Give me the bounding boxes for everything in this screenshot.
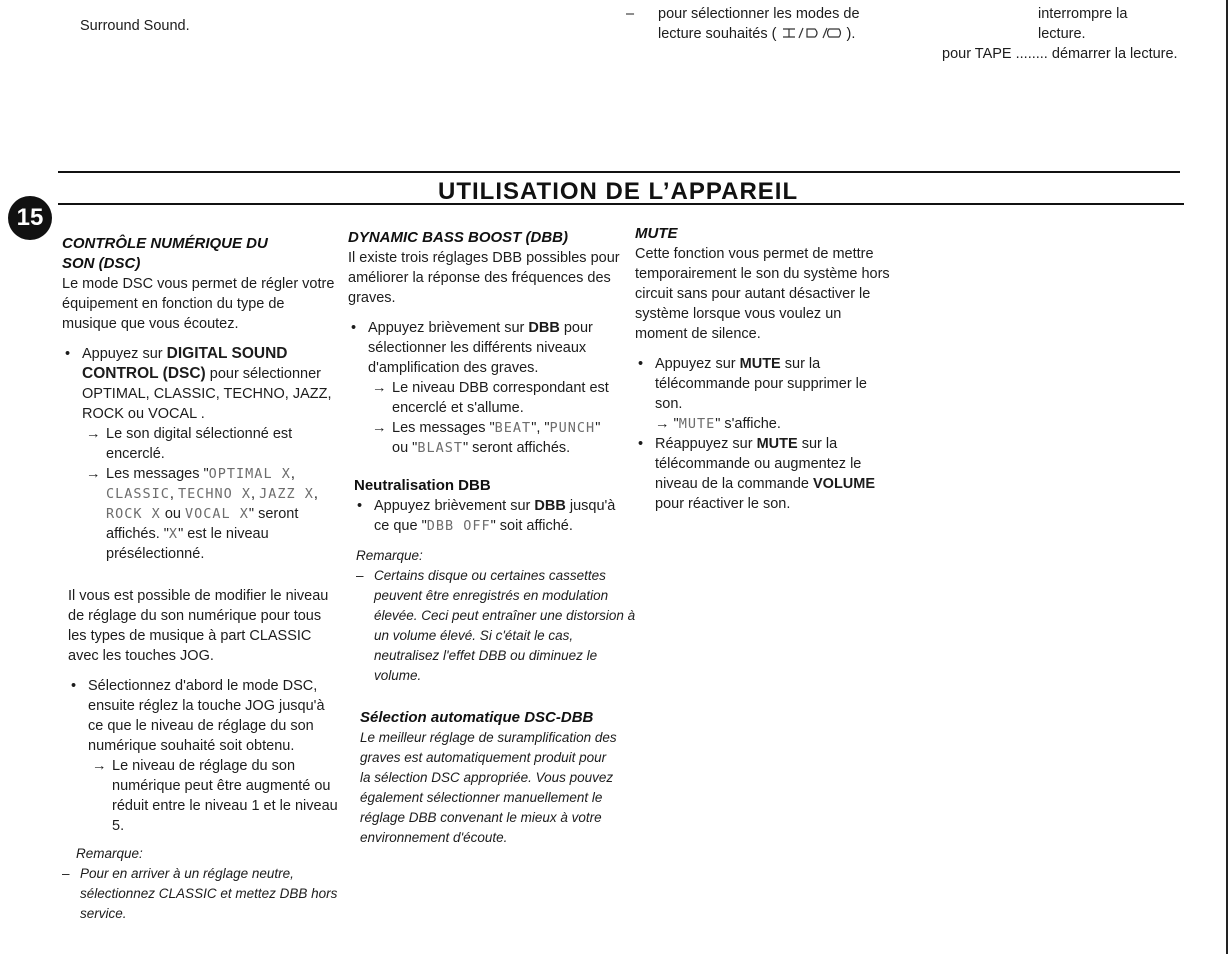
mid-line-2: lecture souhaités ( ).	[658, 26, 856, 42]
page-number-badge	[8, 196, 52, 240]
remark-label: Remarque:	[356, 548, 423, 563]
result-line: → Les messages "BEAT", "PUNCH" ou "BLAST" seront affichés.	[372, 420, 601, 456]
subheading-neutralisation: Neutralisation DBB	[354, 477, 491, 494]
arrow-right-icon: →	[372, 420, 387, 436]
lcd-punch: PUNCH	[549, 420, 596, 436]
page-number: 15	[16, 204, 44, 231]
right-line-1: interrompre la	[1038, 6, 1128, 22]
dbb-key-2: DBB	[534, 498, 566, 514]
dsc-key: DIGITAL SOUND CONTROL (DSC)	[82, 345, 288, 382]
surround-sound-text: Surround Sound.	[80, 18, 190, 34]
auto-para: Le meilleur réglage de suramplification des graves est automatiquement produit pour la sélection DSC appropriée. Vous pouvez également sélectionner manuellement le réglage DBB convenant le mieux à votre environnement d'écoute.	[360, 730, 617, 845]
section-heading-dbb: DYNAMIC BASS BOOST (DBB)	[348, 229, 568, 246]
dbb-off-steps	[354, 496, 620, 536]
dbb-key: DBB	[528, 320, 560, 336]
subheading-auto: Sélection automatique DSC-DBB	[360, 709, 594, 726]
arrow-right-icon: →	[92, 758, 107, 774]
lcd-blast: BLAST	[417, 440, 463, 456]
volume-key: VOLUME	[813, 476, 876, 492]
mute-key-2: MUTE	[756, 436, 798, 452]
result-line: → Le son digital sélectionné est encerclé.	[86, 426, 293, 462]
list-item: • Réappuyez sur MUTE sur la télécommande ou augmentez le niveau de la commande VOLUME pour réactiver le son.	[635, 434, 897, 514]
mid-line-1: pour sélectionner les modes de	[658, 6, 860, 22]
dbb-intro: Il existe trois réglages DBB possibles pour améliorer la réponse des fréquences des graves.	[348, 250, 620, 306]
arrow-right-icon: →	[655, 416, 670, 432]
list-item: • Appuyez brièvement sur DBB pour sélectionner les différents niveaux d'amplification des graves. → Le niveau DBB correspondant est encerclé et s'allume. → Les messages "BEAT", "PUNCH" ou "BLAST" seront affichés.	[348, 318, 620, 458]
result-line: → Le niveau de réglage du son numérique peut être augmenté ou réduit entre le niveau 1 et le niveau 5.	[92, 758, 338, 834]
remark-dsc: – Pour en arriver à un réglage neutre, sélectionnez CLASSIC et mettez DBB hors service.	[62, 866, 338, 921]
list-item: • Appuyez sur DIGITAL SOUND CONTROL (DSC) pour sélectionner OPTIMAL, CLASSIC, TECHNO, JAZZ, ROCK ou VOCAL . → Le son digital sélectionné est encerclé. → Les messages "OPTIMAL X, CLASSIC, TECHNO X, JAZZ X, ROCK X ou VOCAL X" seront affichés. "X" est le niveau présélectionné.	[62, 344, 338, 564]
header-rule-top	[58, 171, 1180, 173]
dsc-para-2: Il vous est possible de modifier le niveau de réglage du son numérique pour tous les types de musique à part CLASSIC avec les touches JOG.	[68, 588, 329, 664]
lcd-optimal: OPTIMAL X	[208, 466, 291, 482]
repeat-mode-icon	[781, 26, 847, 42]
column-dbb	[348, 228, 636, 848]
lcd-mute: MUTE	[678, 416, 716, 432]
top-left-fragment	[80, 16, 190, 36]
right-line-3: pour TAPE ........ démarrer la lecture.	[942, 46, 1178, 62]
lcd-rock: ROCK X	[106, 506, 161, 522]
arrow-right-icon: →	[86, 426, 101, 442]
lcd-jazz: JAZZ X	[259, 486, 314, 502]
mute-key: MUTE	[739, 356, 781, 372]
dsc-intro: Le mode DSC vous permet de régler votre équipement en fonction du type de musique que vous écoutez.	[62, 276, 335, 332]
top-right-fragment	[942, 4, 1192, 64]
dash: –	[626, 6, 635, 22]
section-heading-dsc: CONTRÔLE NUMÉRIQUE DU SON (DSC)	[62, 235, 268, 272]
list-item: • Sélectionnez d'abord le mode DSC, ensuite réglez la touche JOG jusqu'à ce que le niveau de réglage du son numérique souhaité soit obtenu. → Le niveau de réglage du son numérique peut être augmenté ou réduit entre le niveau 1 et le niveau 5.	[68, 676, 338, 836]
column-mute	[635, 224, 897, 514]
lcd-classic: CLASSIC	[106, 486, 170, 502]
top-middle-fragment	[626, 4, 926, 44]
dbb-steps	[348, 318, 620, 458]
arrow-right-icon: →	[372, 380, 387, 396]
arrow-right-icon: →	[86, 466, 101, 482]
list-item: • Appuyez brièvement sur DBB jusqu'à ce que "DBB OFF" soit affiché.	[354, 496, 620, 536]
lcd-dbb-off: DBB OFF	[426, 518, 491, 534]
list-item: • Appuyez sur MUTE sur la télécommande pour supprimer le son. → "MUTE" s'affiche.	[635, 354, 897, 434]
remark-dbb: – Certains disque ou certaines cassettes peuvent être enregistrés en modulation élevée. Ceci peut entraîner une distorsion à un volume élevé. Si c'était le cas, neutralisez l'effet DBB ou diminuez le volume.	[356, 568, 636, 683]
column-dsc	[62, 234, 338, 924]
mute-steps	[635, 354, 897, 514]
right-line-2: lecture.	[1038, 26, 1086, 42]
result-line: → "MUTE" s'affiche.	[655, 416, 781, 432]
result-line: → Le niveau DBB correspondant est encerclé et s'allume.	[372, 380, 609, 416]
dsc-steps	[62, 344, 338, 564]
lcd-techno: TECHNO X	[177, 486, 251, 502]
dsc-steps-2	[68, 676, 338, 836]
page-edge-line	[1226, 0, 1228, 954]
lcd-beat: BEAT	[494, 420, 532, 436]
mute-intro: Cette fonction vous permet de mettre temporairement le son du système hors circuit sans pour autant désactiver le système lorsque vous voulez un moment de silence.	[635, 246, 890, 342]
section-heading-mute: MUTE	[635, 225, 678, 242]
lcd-x: X	[168, 526, 179, 542]
lcd-vocal: VOCAL X	[184, 506, 249, 522]
page-title: UTILISATION DE L’APPAREIL	[438, 178, 799, 205]
remark-label: Remarque:	[76, 846, 143, 861]
result-line: → Les messages "OPTIMAL X, CLASSIC, TECHNO X, JAZZ X, ROCK X ou VOCAL X" seront affichés. "X" est le niveau présélectionné.	[86, 466, 318, 562]
